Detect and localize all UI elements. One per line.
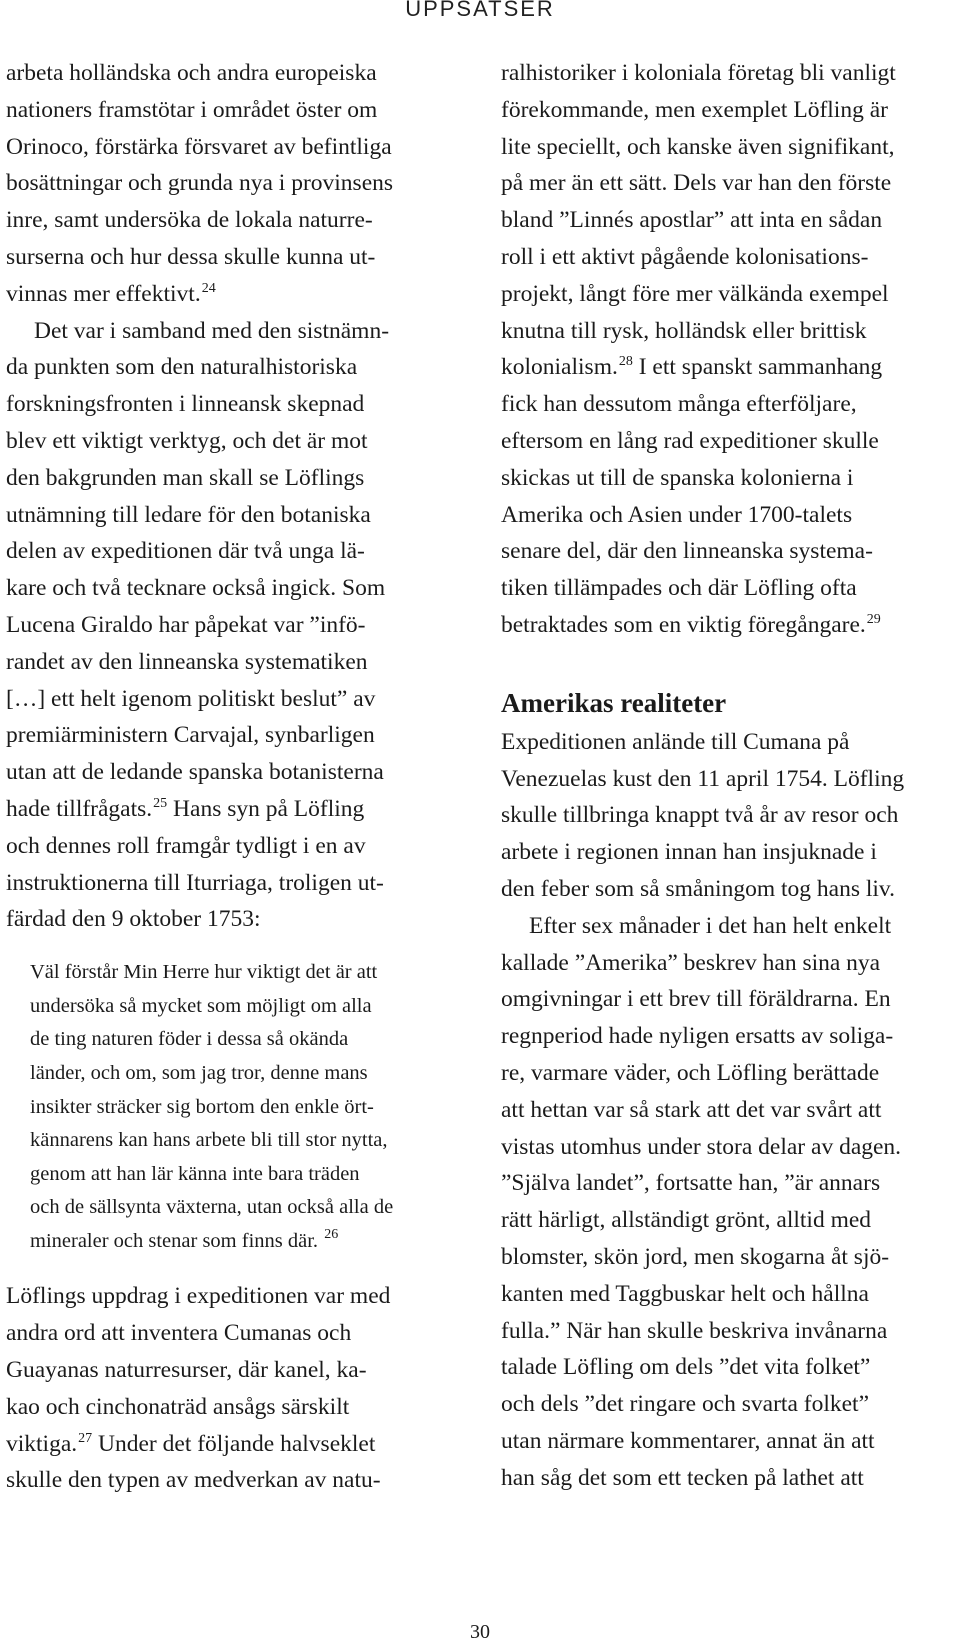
text-line: Expeditionen anlände till Cumana på [501, 728, 850, 755]
footnote-ref-28[interactable]: 28 [618, 354, 633, 370]
text-line: och dels ”det ringare och svarta folket” [501, 1391, 870, 1418]
text-line [6, 791, 438, 828]
right-column [501, 55, 933, 1496]
text-line: nationers framstötar i området öster om [6, 96, 378, 123]
quote-line: länder, och om, som jag tror, denne mans [30, 1061, 368, 1084]
text-line: […] ett helt igenom politiskt beslut” av [6, 685, 376, 712]
text-line: surserna och hur dessa skulle kunna ut- [6, 243, 376, 270]
text-line: skulle tillbringa knappt två år av resor och [501, 802, 899, 829]
text-line: andra ord att inventera Cumanas och [6, 1320, 352, 1347]
text-fragment: Under det följande halvseklet [92, 1430, 376, 1457]
text-line: tiken tillämpades och där Löfling ofta [501, 575, 857, 602]
text-line: han såg det som ett tecken på lathet att [501, 1464, 864, 1491]
text-line: re, varmare väder, och Löfling berättade [501, 1059, 880, 1086]
running-head: UPPSATSER [405, 0, 555, 21]
text-line: Amerika och Asien under 1700-talets [501, 501, 853, 528]
text-line: inre, samt undersöka de lokala naturre- [6, 207, 373, 234]
quote-line: insikter sträcker sig bortom den enkle ört- [30, 1095, 374, 1118]
text-fragment: I ett spanskt sammanhang [632, 354, 883, 381]
text-line: rätt härligt, allständigt grönt, alltid med [501, 1207, 872, 1234]
text-fragment: viktiga. [6, 1430, 78, 1457]
text-line: lite speciellt, och kanske även signifikant, [501, 133, 895, 160]
text-line: projekt, långt före mer välkända exempel [501, 280, 889, 307]
paragraph-continued [501, 55, 933, 644]
quote-line: Väl förstår Min Herre hur viktigt det är att [30, 961, 378, 984]
text-line: forskningsfronten i linneansk skepnad [6, 391, 365, 418]
text-line: kallade ”Amerika” beskrev han sina nya [501, 949, 881, 976]
paragraph-3 [6, 1278, 438, 1499]
text-line [6, 1426, 438, 1463]
text-line: Venezuelas kust den 11 april 1754. Löfling [501, 765, 905, 792]
footnote-ref-26[interactable]: 26 [324, 1226, 339, 1242]
text-line: förekommande, men exemplet Löfling är [501, 96, 888, 123]
footnote-ref-25[interactable]: 25 [153, 795, 168, 811]
quote-line [30, 1225, 438, 1259]
text-line: fick han dessutom många efterföljare, [501, 391, 857, 418]
text-line: Löflings uppdrag i expeditionen var med [6, 1283, 391, 1310]
text-line: den feber som så småningom tog hans liv. [501, 875, 895, 902]
text-line: delen av expeditionen där två unga lä- [6, 538, 365, 565]
text-line: da punkten som den naturalhistoriska [6, 354, 358, 381]
left-column [6, 55, 438, 1499]
text-line: omgivningar i ett brev till föräldrarna. En [501, 986, 891, 1013]
text-fragment: betraktades som en viktig föregångare. [501, 611, 866, 638]
page-number: 30 [470, 1621, 490, 1643]
text-line: Efter sex månader i det han helt enkelt [529, 912, 892, 939]
text-line: utan att de ledande spanska botanisterna [6, 759, 384, 786]
quote-line: de ting naturen föder i dessa så okända [30, 1028, 349, 1051]
text-line: skulle den typen av medverkan av natu- [6, 1467, 381, 1494]
text-line: Lucena Giraldo har påpekat var ”infö- [6, 611, 366, 638]
text-line: premiärministern Carvajal, synbarligen [6, 722, 375, 749]
paragraph-section-1 [501, 724, 933, 908]
footnote-ref-29[interactable]: 29 [866, 611, 881, 627]
text-line: kanten med Taggbuskar helt och hållna [501, 1280, 869, 1307]
text-line: instruktionerna till Iturriaga, troligen ut- [6, 869, 384, 896]
text-line: kare och två tecknare också ingick. Som [6, 575, 386, 602]
text-line: vistas utomhus under stora delar av dagen. [501, 1133, 902, 1160]
section-heading: Amerikas realiteter [501, 687, 727, 718]
text-line: bosättningar och grunda nya i provinsens [6, 170, 394, 197]
paragraph-section-2 [501, 908, 933, 1497]
text-line: fulla.” När han skulle beskriva invånarna [501, 1317, 888, 1344]
text-line: Det var i samband med den sistnämn- [34, 317, 390, 344]
text-fragment: hade tillfrågats. [6, 795, 153, 822]
quote-line: och de sällsynta växterna, utan också alla de [30, 1196, 394, 1219]
text-line: knutna till rysk, holländsk eller brittisk [501, 317, 867, 344]
footnote-ref-24[interactable]: 24 [201, 280, 216, 296]
text-fragment: kolonialism. [501, 354, 618, 381]
text-line: Orinoco, förstärka försvaret av befintliga [6, 133, 392, 160]
text-line [501, 607, 933, 644]
text-fragment: mineraler och stenar som finns där. [30, 1229, 324, 1252]
text-line [501, 349, 933, 386]
text-line: bland ”Linnés apostlar” att inta en sådan [501, 207, 883, 234]
quote-line: genom att han lär känna inte bara träden [30, 1162, 360, 1185]
text-line: Guayanas naturresurser, där kanel, ka- [6, 1357, 367, 1384]
paragraph-2 [6, 313, 438, 939]
text-line: talade Löfling om dels ”det vita folket” [501, 1354, 871, 1381]
text-line: arbeta holländska och andra europeiska [6, 60, 377, 86]
text-line: arbete i regionen innan han insjuknade i [501, 839, 877, 866]
text-line: blev ett viktigt verktyg, och det är mot [6, 427, 368, 454]
text-line: kao och cinchonaträd ansågs särskilt [6, 1393, 350, 1420]
text-line: ”Själva landet”, fortsatte han, ”är annars [501, 1170, 881, 1197]
text-line: eftersom en lång rad expeditioner skulle [501, 427, 879, 454]
text-line: utnämning till ledare för den botaniska [6, 501, 371, 528]
text-line [6, 276, 438, 313]
text-line: randet av den linneanska systematiken [6, 648, 368, 675]
text-line: utan närmare kommentarer, annat än att [501, 1427, 875, 1454]
text-line: regnperiod hade nyligen ersatts av soliga- [501, 1023, 894, 1050]
paragraph-1 [6, 55, 438, 313]
quote-line: undersöka så mycket som möjligt om alla [30, 994, 372, 1017]
text-fragment: Hans syn på Löfling [167, 795, 365, 822]
text-line: på mer än ett sätt. Dels var han den förste [501, 170, 892, 197]
text-line: att hettan var så stark att det var svårt att [501, 1096, 882, 1123]
text-line: blomster, skön jord, men skogarna åt sjö- [501, 1243, 890, 1270]
footnote-ref-27[interactable]: 27 [78, 1430, 93, 1446]
text-line: skickas ut till de spanska kolonierna i [501, 464, 854, 491]
text-line: den bakgrunden man skall se Löflings [6, 464, 365, 491]
quote-line: kännarens kan hans arbete bli till stor nytta, [30, 1129, 388, 1152]
text-line: och dennes roll framgår tydligt i en av [6, 832, 366, 859]
text-fragment: vinnas mer effektivt. [6, 280, 201, 307]
text-line: senare del, där den linneanska systema- [501, 538, 873, 565]
block-quote [30, 956, 438, 1258]
text-line: roll i ett aktivt pågående kolonisations- [501, 243, 869, 270]
text-line: färdad den 9 oktober 1753: [6, 906, 261, 933]
text-line: ralhistoriker i koloniala företag bli vanligt [501, 60, 896, 86]
